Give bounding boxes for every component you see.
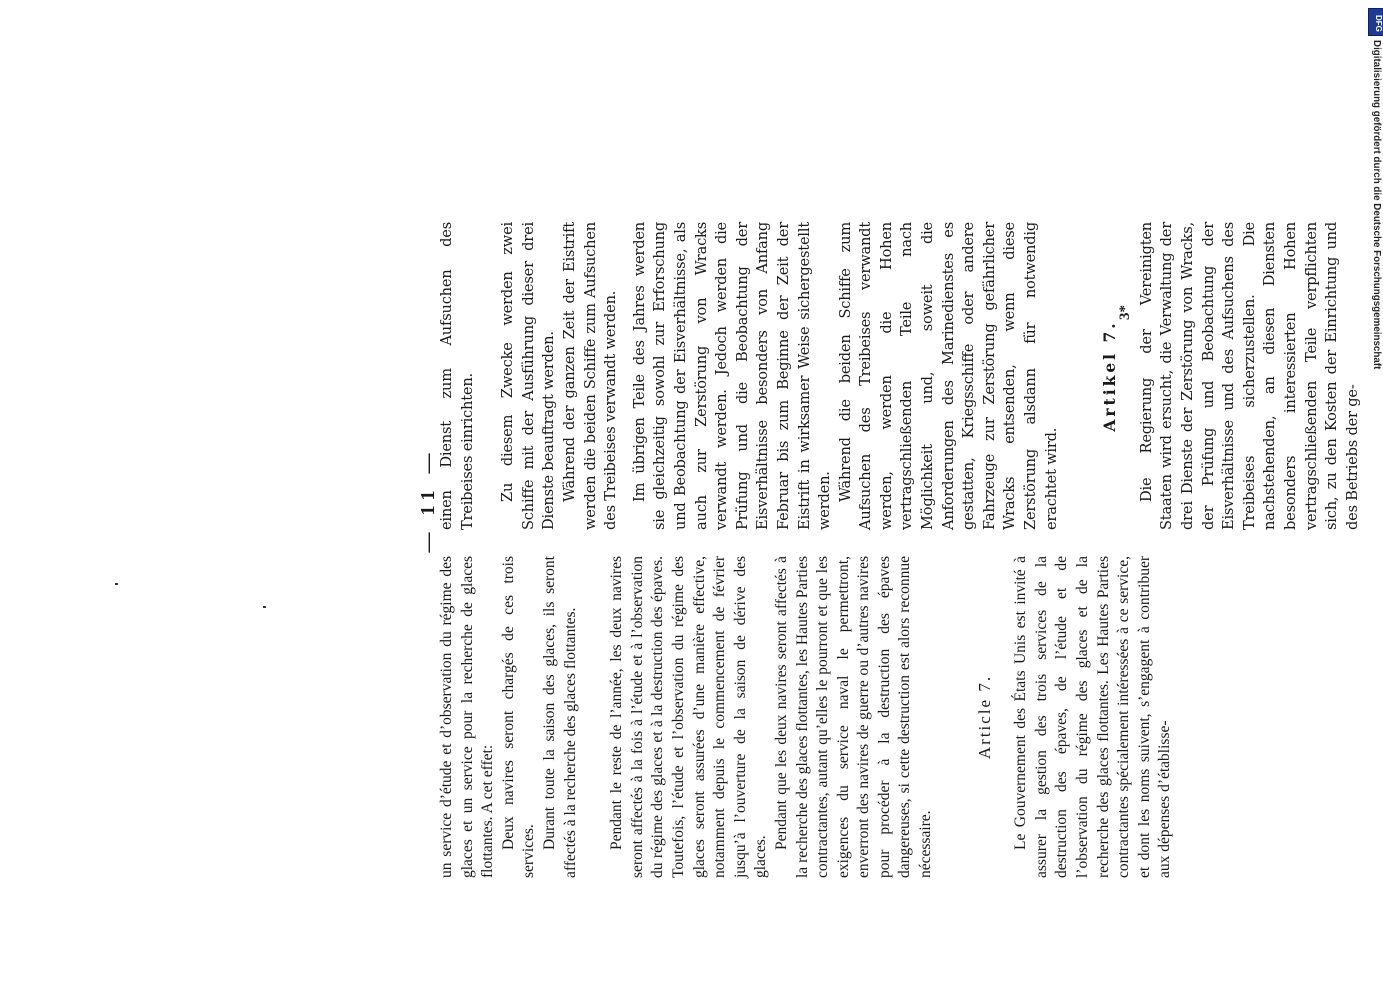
dfg-credit-text: Digitalisierung gefördert durch die Deutsche Forschungsgemeinschaft [1371, 40, 1382, 370]
german-column [437, 222, 1363, 530]
dfg-logo [1368, 8, 1383, 36]
french-paragraph-1: un service d’étude et d’observation du régime des glaces et un service pour la recherche de glaces flottantes. A cet effet: [438, 556, 497, 878]
german-paragraph-2: Zu diesem Zwecke werden zwei Schiffe mit der Ausführung dieser drei Dienste beauftragt werden. [499, 222, 558, 530]
french-article-heading: Article 7. [974, 674, 994, 760]
french-paragraph-4: Pendant le reste de l’année, les deux navires seront affectés à la fois à l’étude et à l’observation du régime des glaces et à la destruction des épaves. Toutefois, l’étude et l’observation du régime des glaces seront assurées d’une manière effective, notamment depuis le commencement de février jusqu’à l’ouverture de la saison de dérive des glaces. [608, 556, 770, 878]
french-paragraph-5: Pendant que les deux navires seront affectés à la recherche des glaces flottantes, les Hautes Parties contractantes, autant qu’elles le pourront et que les exigences du service naval le permettront, enverront des navires de guerre ou d’autres navires pour procéder à la destruction des épaves dangereuses, si cette destruction est alors reconnue nécessaire. [772, 556, 935, 878]
rotated-document-page [202, 120, 1361, 880]
signature-mark: 3* [1117, 305, 1133, 320]
dfg-watermark [1368, 8, 1382, 392]
page-number: — 11 — [417, 447, 439, 553]
french-column [437, 556, 1176, 878]
french-paragraph-3: Durant toute la saison des glaces, ils seront affectés à la recherche des glaces flottantes. [540, 556, 579, 878]
french-paragraph-6: Le Gouvernement des États Unis est invité à assurer la gestion des trois services de la destruction des épaves, de l’étude et de l’observation du régime des glaces et de la recherche des glaces flottantes. Les Hautes Parties contractantes spécialement intéressées à ce service, et dont les noms suivent, s’engagent à contribuer aux dépenses d’établisse- [1012, 556, 1174, 878]
dfg-logo-text: DFG [1374, 15, 1383, 32]
german-article-heading: Artikel 7. [1100, 320, 1120, 432]
scan-speck [263, 606, 266, 608]
german-paragraph-3: Während der ganzen Zeit der Eistrift werden die beiden Schiffe zum Aufsuchen des Treibeises verwandt werden. [560, 222, 620, 530]
german-paragraph-5: Während die beiden Schiffe zum Aufsuchen des Treibeises verwandt werden, werden die Hohen vertragschließenden Teile nach Möglichkeit und, soweit die Anforderungen des Marinedienstes es gestatten, Kriegsschiffe oder andere Fahrzeuge zur Zerstörung gefährlicher Wracks entsenden, wenn diese Zerstörung alsdann für notwendig erachtet wird. [836, 222, 1060, 530]
german-paragraph-4: Im übrigen Teile des Jahres werden sie gleichzeitig sowohl zur Erforschung und Beobachtung der Eisverhältnisse, als auch zur Zerstörung von Wracks verwandt werden. Jedoch werden die Prüfung und die Beobachtung der Eisverhältnisse besonders von Anfang Februar bis zum Beginne der Zeit der Eistrift in wirksamer Weise sichergestellt werden. [630, 222, 834, 530]
scan-speck [115, 583, 118, 585]
german-paragraph-6: Die Regierung der Vereinigten Staaten wird ersucht, die Verwaltung der drei Dienste der Zerstörung von Wracks, der Prüfung und Beobachtung der Eisverhältnisse und des Aufsuchens des Treibeises sicherzustellen. Die nachstehenden, an diesen Diensten besonders interessierten Hohen vertragschließenden Teile verpflichten sich, zu den Kosten der Einrichtung und des Betriebs der ge- [1137, 222, 1361, 530]
french-paragraph-2: Deux navires seront chargés de ces trois services. [499, 556, 538, 878]
german-paragraph-1: einen Dienst zum Aufsuchen des Treibeises einrichten. [438, 222, 476, 530]
